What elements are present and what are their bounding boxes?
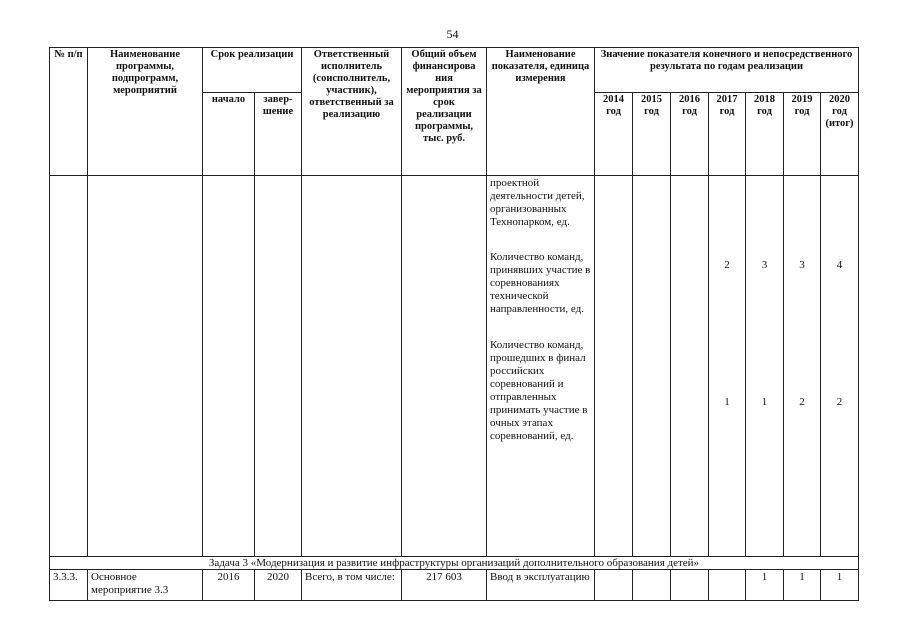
year-2020-cell [821,176,859,557]
value-2019-a: 3 [799,259,805,271]
row-financing: 217 603 [402,570,487,601]
header-indicator: Наименование показателя, единица измерения [487,48,595,176]
value-2018-a: 3 [761,259,768,271]
header-year-2017: 2017 год [709,93,746,176]
task-title: Задача 3 «Модернизация и развитие инфраструктуры организаций дополнительного образования детей» [50,557,859,570]
year-2018-cell [746,176,784,557]
row-value-2019: 1 [784,570,821,601]
value-2020-a: 4 [836,259,843,271]
row-end: 2020 [255,570,302,601]
header-term: Срок реализации [203,48,302,93]
header-num: № п/п [50,48,88,176]
header-year-2019: 2019 год [784,93,821,176]
header-year-2020: 2020 год (итог) [821,93,859,176]
header-executor: Ответственный исполнитель (соисполнитель, участник), ответственный за реализацию [302,48,402,176]
indicator-2: Количество команд, принявших участие в соревнованиях технической направленности, ед. [490,251,591,315]
value-2018-b: 1 [761,396,768,408]
header-row-1 [50,48,859,93]
header-year-2014: 2014 год [595,93,633,176]
header-year-2015: 2015 год [633,93,671,176]
year-2019-cell [784,176,821,557]
indicator-1: проектной деятельности детей, организованных Технопарком, ед. [490,177,585,228]
header-term-start: начало [203,93,255,176]
table-row [50,570,859,601]
indicator-cell [487,176,595,557]
header-year-2016: 2016 год [671,93,709,176]
value-2017-b: 1 [724,396,730,408]
table-row-continued [50,176,859,557]
header-term-end: завер-шение [255,93,302,176]
row-executor: Всего, в том числе: [302,570,402,601]
row-value-2020: 1 [821,570,859,601]
row-num: 3.3.3. [50,570,88,601]
row-indicator: Ввод в эксплуатацию [487,570,595,601]
row-name: Основное мероприятие 3.3 [88,570,203,601]
year-2017-cell [709,176,746,557]
header-program-name: Наименование программы, подпрограмм, мероприятий [88,48,203,176]
page-number: 54 [446,27,459,41]
value-2020-b: 2 [836,396,843,408]
task-row [50,557,859,570]
value-2017-a: 2 [724,259,730,271]
indicators-table [49,47,859,601]
indicator-3: Количество команд, прошедших в финал российских соревнований и отправленных принимать участие в очных этапах соревнований, ед. [490,339,588,442]
header-values-group: Значение показателя конечного и непосредственного результата по годам реализации [595,48,859,93]
header-financing: Общий объем финансирова ния мероприятия за срок реализации программы, тыс. руб. [402,48,487,176]
row-start: 2016 [203,570,255,601]
header-year-2018: 2018 год [746,93,784,176]
row-value-2018: 1 [746,570,784,601]
value-2019-b: 2 [799,396,805,408]
